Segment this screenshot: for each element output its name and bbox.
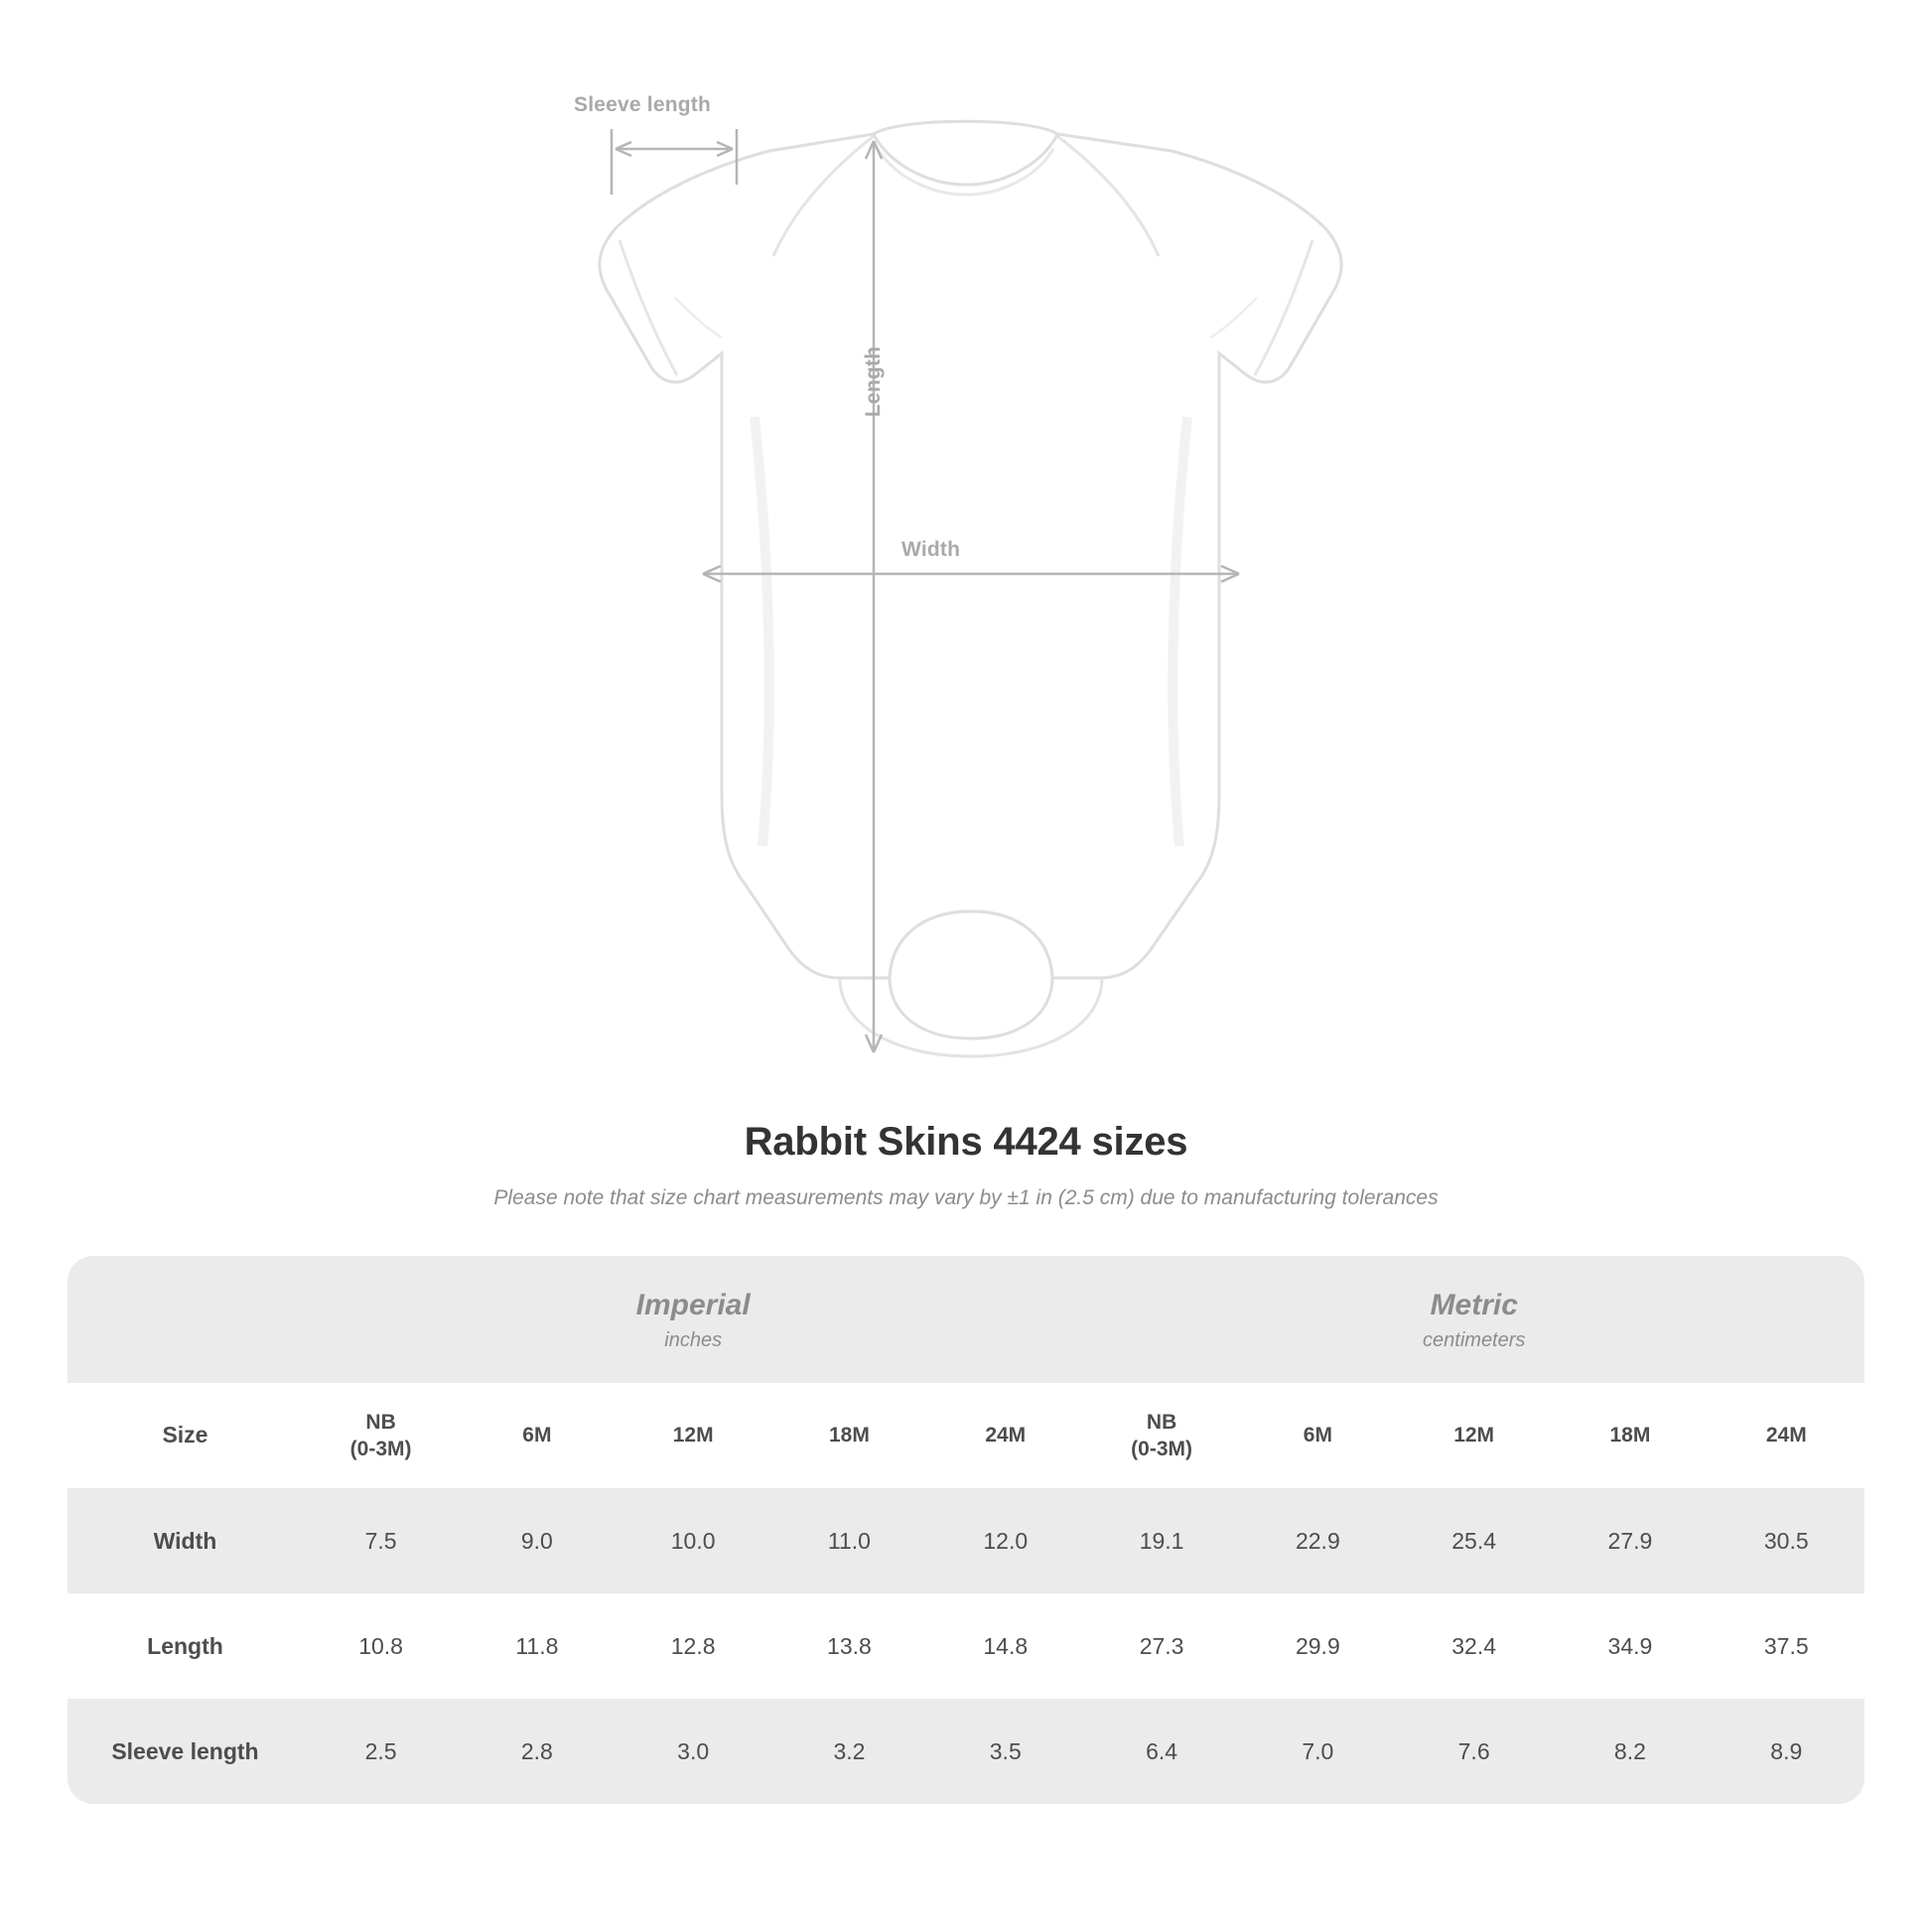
cell-width-6m-in: 9.0: [459, 1488, 615, 1593]
cell-sleeve-24m-in: 3.5: [927, 1699, 1083, 1804]
row-label-length: Length: [68, 1593, 303, 1699]
size-table-wrapper: [68, 1256, 1864, 1804]
cell-sleeve-18m-cm: 8.2: [1552, 1699, 1708, 1804]
table-row: [68, 1593, 1864, 1699]
cell-length-18m-in: 13.8: [771, 1593, 927, 1699]
width-label: Width: [901, 538, 961, 561]
column-header-nb-imperial: [303, 1383, 459, 1488]
cell-sleeve-12m-cm: 7.6: [1396, 1699, 1552, 1804]
cell-width-nb-cm: 19.1: [1083, 1488, 1239, 1593]
unit-metric: [1083, 1256, 1864, 1383]
cell-sleeve-6m-cm: 7.0: [1240, 1699, 1396, 1804]
tolerance-note: Please note that size chart measurements may vary by ±1 in (2.5 cm) due to manufacturing tolerances: [493, 1186, 1439, 1209]
cell-width-12m-in: 10.0: [616, 1488, 771, 1593]
unit-spacer: [68, 1256, 303, 1383]
column-header-row: [68, 1383, 1864, 1488]
cell-length-nb-cm: 27.3: [1083, 1593, 1239, 1699]
unit-imperial: [303, 1256, 1083, 1383]
row-label-sleeve-length: Sleeve length: [68, 1699, 303, 1804]
column-header-nb-metric: [1083, 1383, 1239, 1488]
cell-sleeve-24m-cm: 8.9: [1709, 1699, 1864, 1804]
column-header-line2: (0-3M): [349, 1438, 412, 1460]
cell-sleeve-nb-in: 2.5: [303, 1699, 459, 1804]
unit-imperial-sub: inches: [664, 1329, 723, 1352]
size-table: [68, 1256, 1864, 1804]
cell-width-12m-cm: 25.4: [1396, 1488, 1552, 1593]
column-header-18m-imperial: 18M: [771, 1383, 927, 1488]
bodysuit-shape: [600, 121, 1341, 1056]
column-header-6m-metric: 6M: [1240, 1383, 1396, 1488]
sleeve-length-label: Sleeve length: [574, 93, 711, 116]
length-label: Length: [862, 345, 885, 417]
column-header-24m-imperial: 24M: [927, 1383, 1083, 1488]
page-title: Rabbit Skins 4424 sizes: [744, 1120, 1188, 1164]
table-row: [68, 1488, 1864, 1593]
column-header-24m-metric: 24M: [1709, 1383, 1864, 1488]
column-header-line1: NB: [365, 1410, 396, 1434]
cell-width-18m-in: 11.0: [771, 1488, 927, 1593]
cell-width-24m-cm: 30.5: [1709, 1488, 1864, 1593]
cell-sleeve-nb-cm: 6.4: [1083, 1699, 1239, 1804]
cell-sleeve-18m-in: 3.2: [771, 1699, 927, 1804]
cell-length-24m-in: 14.8: [927, 1593, 1083, 1699]
cell-length-18m-cm: 34.9: [1552, 1593, 1708, 1699]
cell-sleeve-12m-in: 3.0: [616, 1699, 771, 1804]
cell-sleeve-6m-in: 2.8: [459, 1699, 615, 1804]
column-header-line2: (0-3M): [1131, 1438, 1192, 1460]
title-block: [0, 1120, 1932, 1210]
column-header-12m-metric: 12M: [1396, 1383, 1552, 1488]
cell-length-6m-cm: 29.9: [1240, 1593, 1396, 1699]
cell-length-6m-in: 11.8: [459, 1593, 615, 1699]
unit-metric-name: Metric: [1430, 1288, 1518, 1321]
cell-width-6m-cm: 22.9: [1240, 1488, 1396, 1593]
row-label-width: Width: [68, 1488, 303, 1593]
unit-header-row: [68, 1256, 1864, 1383]
column-header-12m-imperial: 12M: [616, 1383, 771, 1488]
cell-length-12m-cm: 32.4: [1396, 1593, 1552, 1699]
cell-width-24m-in: 12.0: [927, 1488, 1083, 1593]
cell-width-18m-cm: 27.9: [1552, 1488, 1708, 1593]
cell-length-24m-cm: 37.5: [1709, 1593, 1864, 1699]
cell-width-nb-in: 7.5: [303, 1488, 459, 1593]
column-header-line1: NB: [1146, 1410, 1177, 1434]
cell-length-nb-in: 10.8: [303, 1593, 459, 1699]
unit-imperial-name: Imperial: [635, 1288, 751, 1321]
column-header-18m-metric: 18M: [1552, 1383, 1708, 1488]
unit-metric-sub: centimeters: [1423, 1329, 1526, 1352]
table-row: [68, 1699, 1864, 1804]
cell-length-12m-in: 12.8: [616, 1593, 771, 1699]
column-header-6m-imperial: 6M: [459, 1383, 615, 1488]
size-header: Size: [68, 1383, 303, 1488]
